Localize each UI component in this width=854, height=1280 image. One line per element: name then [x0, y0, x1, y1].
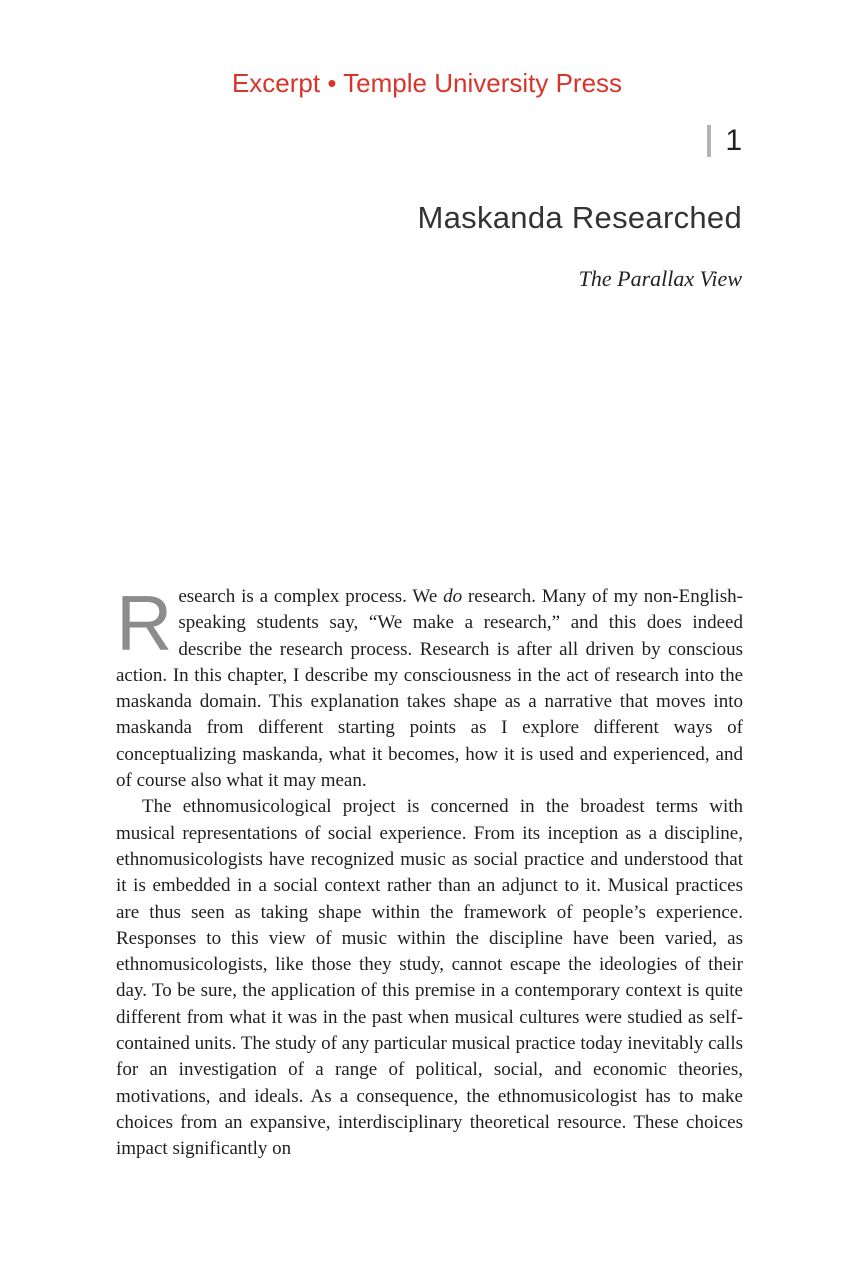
paragraph-1-emphasis: do	[443, 586, 463, 607]
chapter-title: Maskanda Researched	[417, 200, 742, 235]
paragraph-1-text-a: esearch is a complex process. We	[178, 586, 444, 607]
paragraph-2: The ethnomusicological project is concerned in the broadest terms with musical representations of social experience. From its inception as a discipline, ethnomusicologists have recognized music as social practice and understood that it is embedded in a social context rather than an adjunct to it. Musical practices are thus seen as taking shape within the framework of people’s experience. Responses to this view of music within the discipline have been varied, as ethnomusicologists, like those they study, cannot escape the ideologies of their day. To be sure, the application of this premise in a contemporary context is quite different from what it was in the past when musical cultures were studied as self-contained units. The study of any particular musical practice today inevitably calls for an investigation of a range of political, social, and economic theories, motivations, and ideals. As a consequence, the ethnomusicologist has to make choices from an expansive, interdisciplinary theoretical resource. These choices impact significantly on	[116, 796, 743, 1160]
chapter-number: 1	[725, 124, 742, 157]
chapter-subtitle: The Parallax View	[578, 266, 742, 291]
excerpt-banner: Excerpt • Temple University Press	[231, 68, 623, 98]
chapter-divider-bar	[707, 125, 711, 157]
paragraph-1	[116, 579, 743, 794]
drop-cap: R	[116, 579, 173, 667]
paragraph-1-text-b: research. Many of my non-English-speaking students say, “We make a research,” and this does indeed describe the research process. Research is after all driven by conscious action. In this chapter, I describe my consciousness in the act of research into the maskanda domain. This explanation takes shape as a narrative that moves into maskanda from different starting points as I explore different ways of conceptualizing maskanda, what it becomes, how it is used and experienced, and of course also what it may mean.	[116, 586, 743, 792]
chapter-number-block	[707, 124, 742, 158]
chapter-body	[116, 579, 743, 1163]
